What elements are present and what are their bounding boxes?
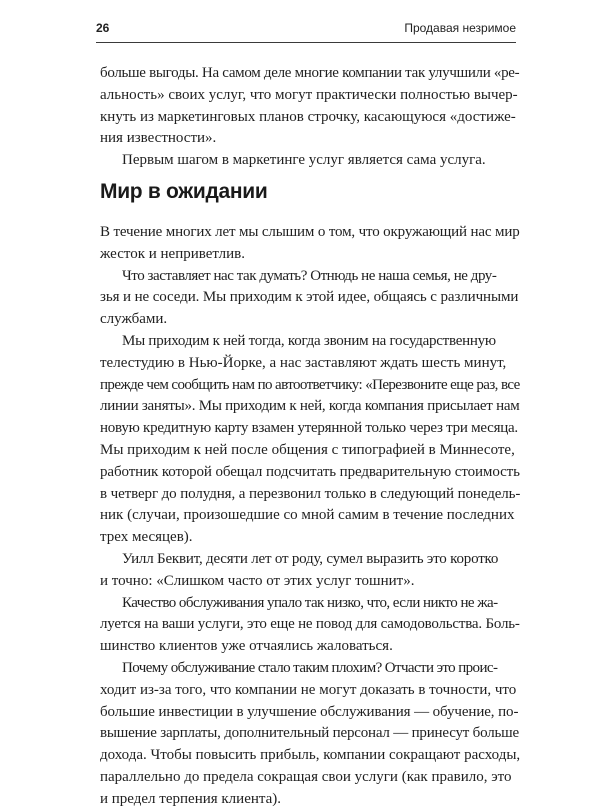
text-line: в четверг до полудня, а перезвонил только в следующий понедель- xyxy=(100,485,521,502)
text-line: новую кредитную карту взамен утерянной только через три месяца. xyxy=(100,420,518,437)
text-line: луется на ваши услуги, это еще не повод для самодовольства. Боль- xyxy=(100,616,520,633)
paragraph xyxy=(100,549,520,593)
paragraph xyxy=(100,331,520,549)
text-line: жесток и неприветлив. xyxy=(100,245,245,262)
text-line: ник (случаи, произошедшие со мной самим в течение последних xyxy=(100,507,515,524)
paragraph xyxy=(100,150,520,172)
text-line: большие инвестиции в улучшение обслуживания — обучение, по- xyxy=(100,703,519,720)
text-line: зья и не соседи. Мы приходим к этой идее, общаясь с различными xyxy=(100,289,519,306)
intro-text xyxy=(100,63,520,172)
text-line: телестудию в Нью-Йорке, а нас заставляют ждать шесть минут, xyxy=(100,354,507,371)
text-line: службами. xyxy=(100,311,168,328)
text-line: шинство клиентов уже отчаялись жаловаться. xyxy=(100,638,393,655)
text-line: больше выгоды. На самом деле многие компании так улучшили «ре- xyxy=(100,65,520,81)
text-line: Первым шагом в маркетинге услуг является сама услуга. xyxy=(122,152,486,169)
paragraph xyxy=(100,222,520,266)
paragraph xyxy=(100,63,520,150)
paragraph xyxy=(100,658,520,811)
text-line: трех месяцев). xyxy=(100,529,193,546)
text-line: прежде чем сообщить нам по автоответчику: «Перезвоните еще раз, все xyxy=(100,376,520,393)
page-number: 26 xyxy=(96,21,110,35)
section-heading: Мир в ожидании xyxy=(100,180,268,203)
text-line: кнуть из маркетинговых планов строчку, касающуюся «достиже- xyxy=(100,108,516,125)
paragraph xyxy=(100,266,520,331)
text-line: В течение многих лет мы слышим о том, что окружающий нас мир xyxy=(100,224,520,240)
text-line: Мы приходим к ней после общения с типографией в Миннесоте, xyxy=(100,441,515,458)
text-line: вышение зарплаты, дополнительный персонал — принесут больше xyxy=(100,725,519,742)
text-line: Качество обслуживания упало так низко, что, если никто не жа- xyxy=(122,594,498,611)
text-line: Почему обслуживание стало таким плохим? Отчасти это проис- xyxy=(122,659,498,676)
text-line: Мы приходим к ней тогда, когда звоним на государственную xyxy=(122,332,496,349)
text-line: альность» своих услуг, что могут практически полностью вычер- xyxy=(100,86,518,103)
paragraph xyxy=(100,593,520,658)
text-line: параллельно до предела сокращая свои услуги (как правило, это xyxy=(100,768,512,785)
text-line: работник которой обещал подсчитать предварительную стоимость xyxy=(100,463,520,480)
text-line: ния известности». xyxy=(100,130,217,147)
section-body xyxy=(100,222,520,811)
text-line: и предел терпения клиента). xyxy=(100,790,282,807)
running-title: Продавая незримое xyxy=(404,21,516,35)
text-line: линии заняты». Мы приходим к ней, когда компания присылает нам xyxy=(100,398,520,415)
text-line: Уилл Беквит, десяти лет от роду, сумел выразить это коротко xyxy=(122,550,499,567)
text-line: ходит из-за того, что компании не могут доказать в точности, что xyxy=(100,681,517,698)
running-header xyxy=(96,20,516,43)
text-line: дохода. Чтобы повысить прибыль, компании сокращают расходы, xyxy=(100,747,521,764)
text-line: Что заставляет нас так думать? Отнюдь не наша семья, не дру- xyxy=(122,267,497,284)
text-line: и точно: «Слишком часто от этих услуг тошнит». xyxy=(100,572,415,589)
